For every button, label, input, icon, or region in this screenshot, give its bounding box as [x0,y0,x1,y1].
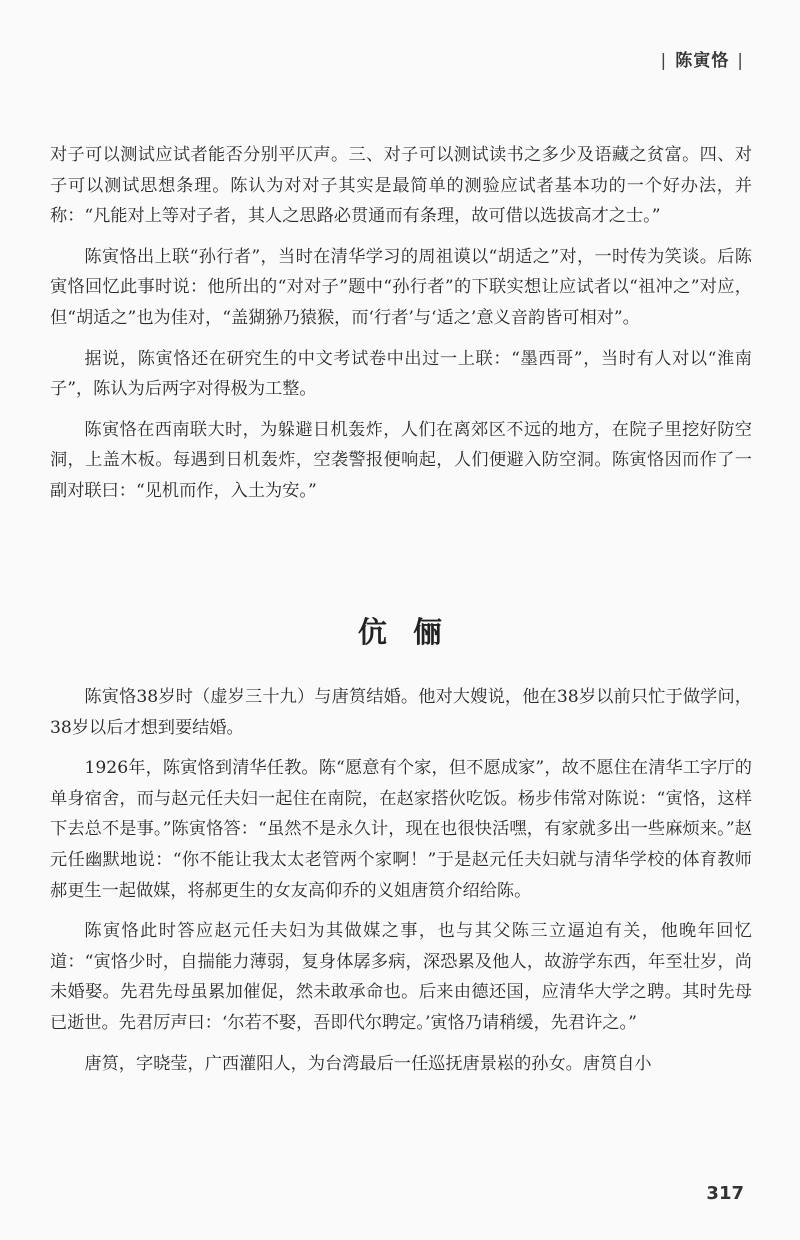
section-two-body [50,682,752,1089]
section-one-body [50,140,752,517]
paragraph: 1926年，陈寅恪到清华任教。陈“愿意有个家，但不愿成家”，故不愿住在清华工字厅的单身宿舍，而与赵元任夫妇一起住在南院，在赵家搭伙吃饭。杨步伟常对陈说：“寅恪，这样下去总不是事。”陈寅恪答：“虽然不是永久计，现在也很快活嘿，有家就多出一些麻烦来。”赵元任幽默地说：“你不能让我太太老管两个家啊！”于是赵元任夫妇就与清华学校的体育教师郝更生一起做媒，将郝更生的女友高仰乔的义姐唐筼介绍给陈。 [50,758,752,901]
paragraph: 陈寅恪38岁时（虚岁三十九）与唐筼结婚。他对大嫂说，他在38岁以前只忙于做学问，38岁以后才想到要结婚。 [50,687,752,738]
paragraph: 陈寅恪在西南联大时，为躲避日机轰炸，人们在离郊区不远的地方，在院子里挖好防空洞，上盖木板。每遇到日机轰炸，空袭警报便响起，人们便避入防空洞。陈寅恪因而作了一副对联曰：“见机而作，入土为安。” [50,419,752,501]
paragraph: 唐筼，字晓莹，广西灌阳人，为台湾最后一任巡抚唐景崧的孙女。唐筼自小 [84,1053,652,1074]
paragraph: 陈寅恪此时答应赵元任夫妇为其做媒之事，也与其父陈三立逼迫有关，他晚年回忆道：“寅恪少时，自揣能力薄弱，复身体孱多病，深恐累及他人，故游学东西，年至壮岁，尚未婚娶。先君先母虽累加催促，然未敢承命也。后来由德还国，应清华大学之聘。其时先母已逝世。先君厉声曰：‘尔若不娶，吾即代尔聘定。’寅恪乃请稍缓，先君许之。” [50,921,752,1033]
running-title: 陈寅恪 [675,51,730,71]
paragraph-continued: 对子可以测试应试者能否分别平仄声。三、对子可以测试读书之多少及语藏之贫富。四、对子可以测试思想条理。陈认为对对子其实是最简单的测验应试者基本功的一个好办法，并称：“凡能对上等对子者，其人之思路必贯通而有条理，故可借以选拔高才之士。” [50,145,752,227]
paragraph: 陈寅恪出上联“孙行者”，当时在清华学习的周祖谟以“胡适之”对，一时传为笑谈。后陈寅恪回忆此事时说：他所出的“对对子”题中“孙行者”的下联实想让应试者以“祖冲之”对应，但“胡适之”也为佳对，“盖猢狲乃猿猴，而‘行者’与‘适之’意义音韵皆可相对”。 [50,246,752,328]
page-number: 317 [706,1183,744,1204]
section-heading: 伉俪 [357,615,468,649]
running-header [653,46,752,71]
header-bar-left: | [660,51,668,71]
paragraph: 据说，陈寅恪还在研究生的中文考试卷中出过一上联：“墨西哥”，当时有人对以“淮南子”，陈认为后两字对得极为工整。 [50,348,752,400]
header-bar-right: | [737,51,744,71]
